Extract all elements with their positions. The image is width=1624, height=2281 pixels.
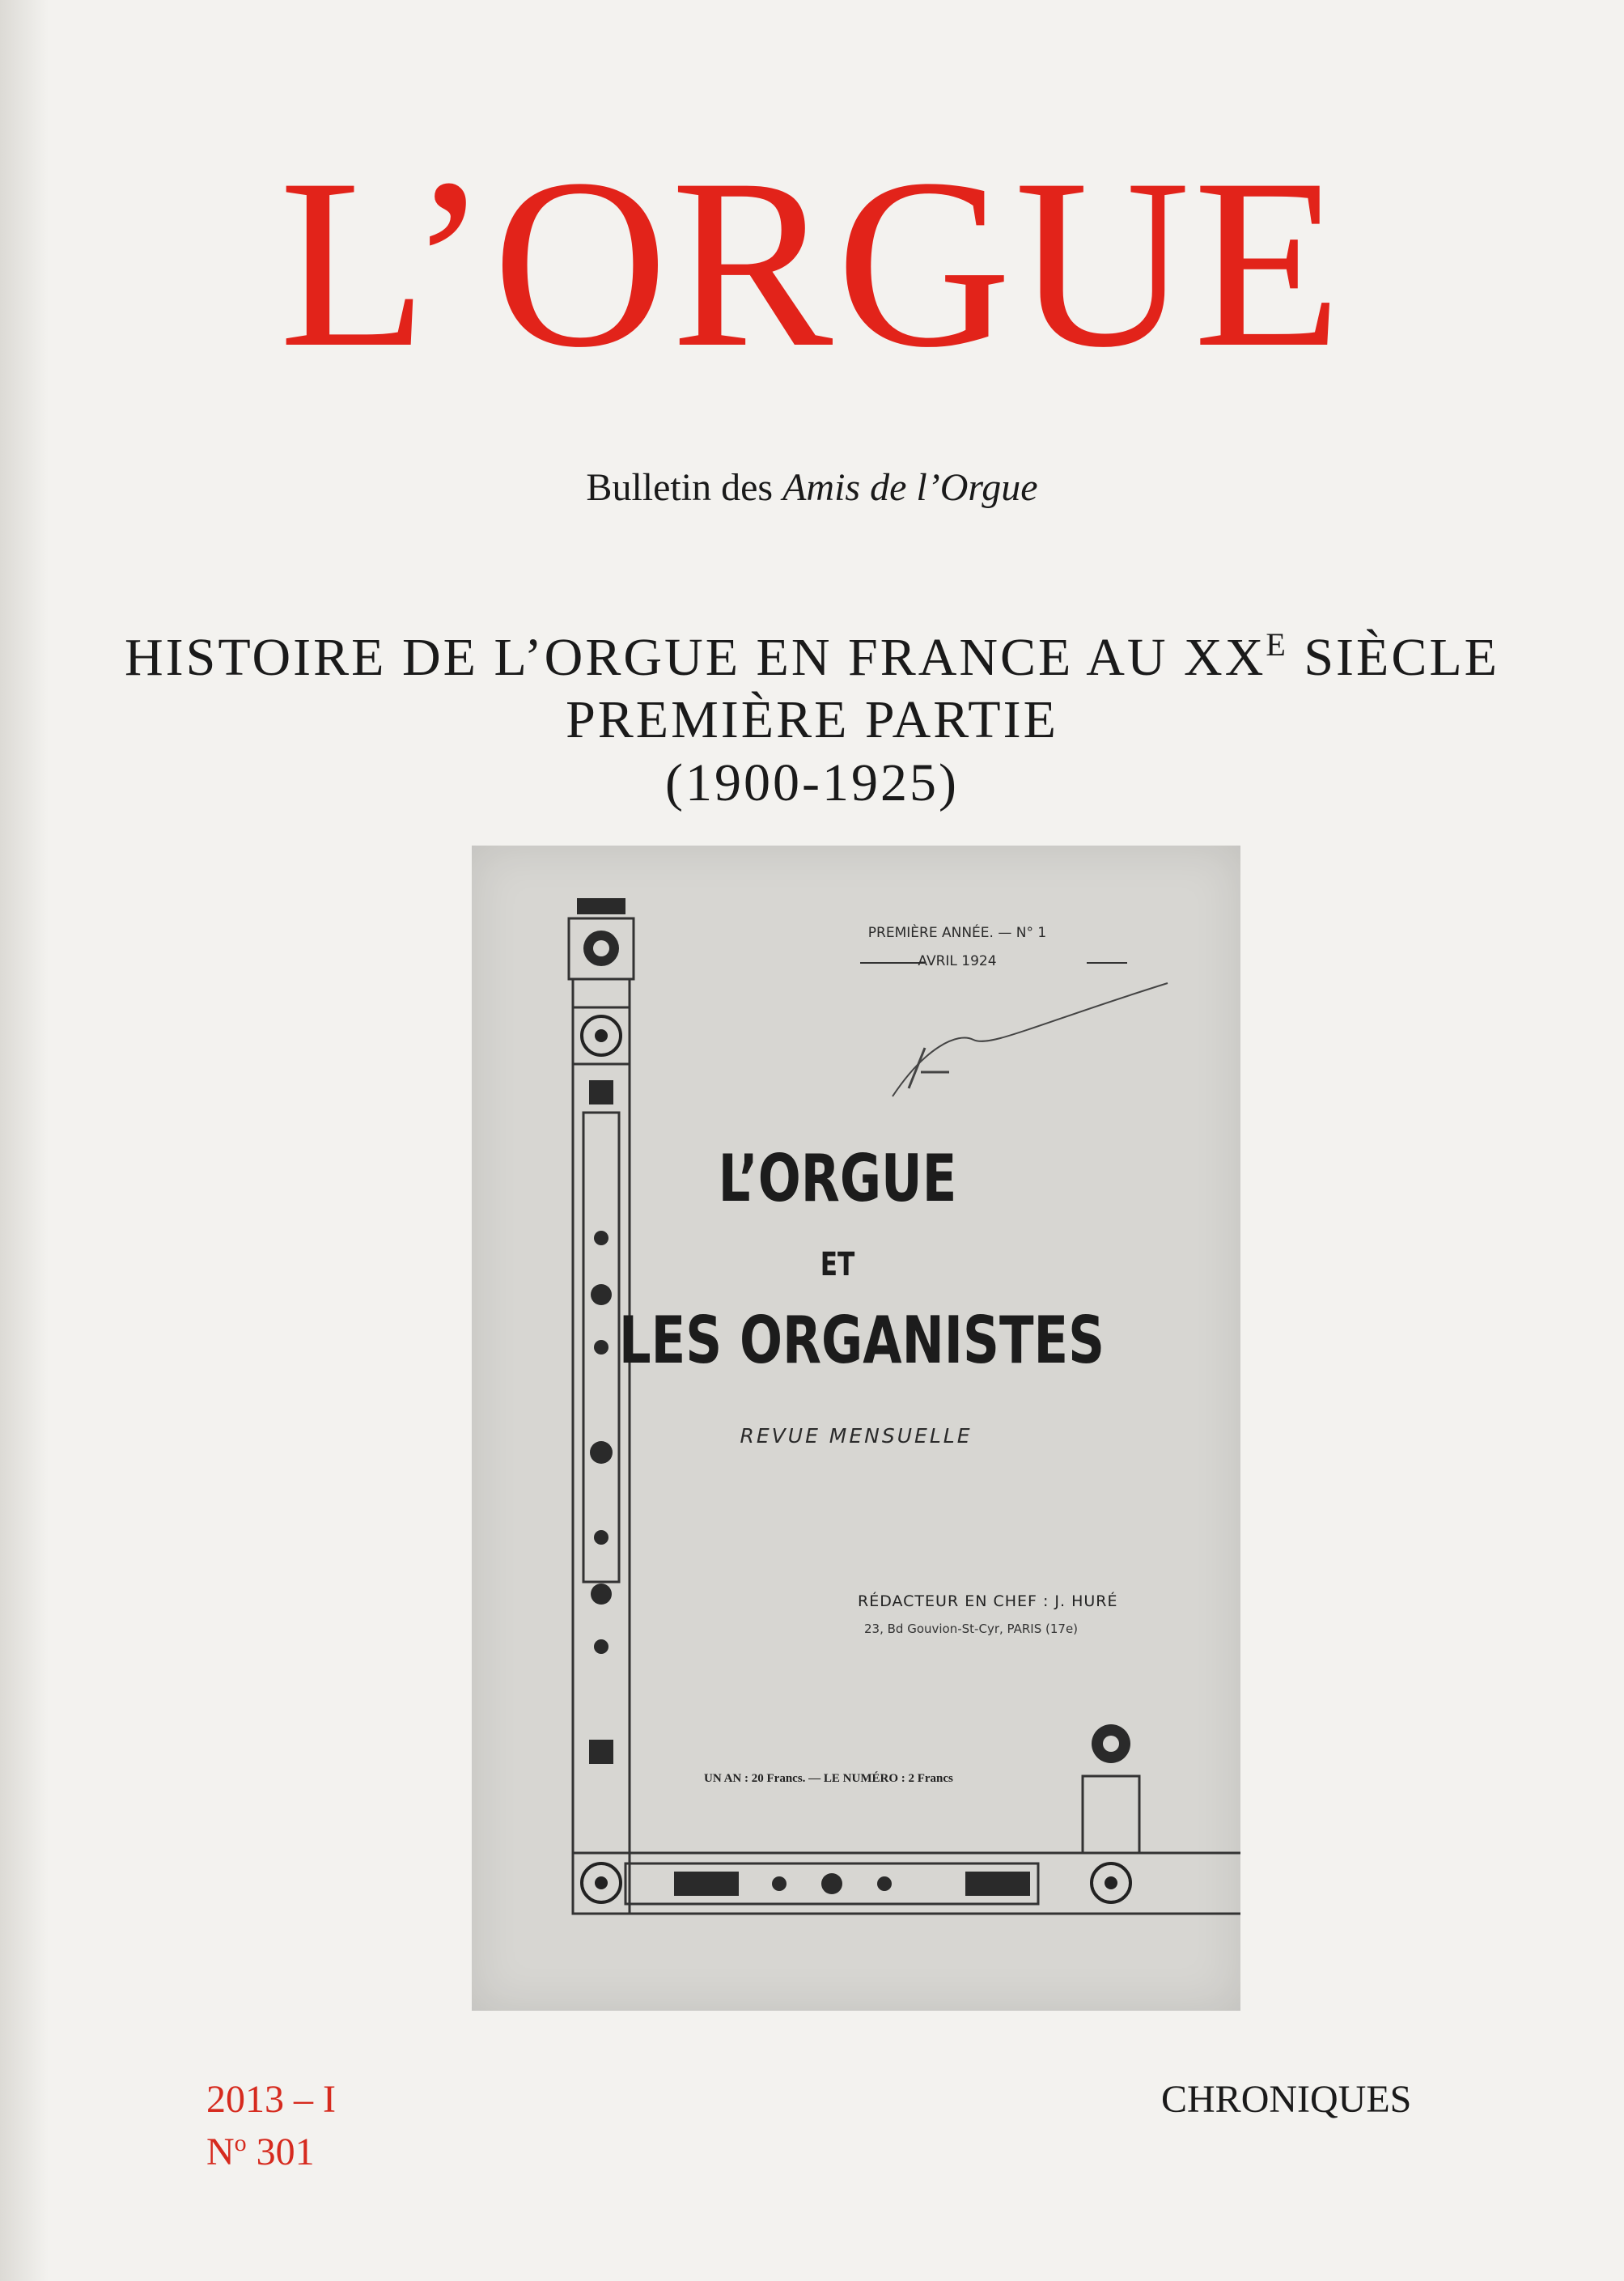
masthead-title: L’ORGUE [279, 129, 1345, 397]
inner-price: UN AN : 20 Francs. — LE NUMÉRO : 2 Francs [704, 1772, 953, 1785]
number-sup: o [234, 2130, 247, 2156]
inner-editor: RÉDACTEUR EN CHEF : J. HURÉ [858, 1592, 1118, 1610]
inner-title-line-2: LES ORGANISTES [618, 1303, 1105, 1378]
issue-year: 2013 – I [206, 2078, 336, 2121]
rosette-icon [573, 1853, 630, 1914]
inner-title: L’ORGUE [718, 1141, 957, 1216]
inner-address: 23, Bd Gouvion-St-Cyr, PARIS (17e) [864, 1622, 1079, 1636]
inner-issue-line: PREMIÈRE ANNÉE. — N° 1 [867, 925, 1047, 941]
headline-line-1 [0, 627, 1624, 689]
rosette-icon [573, 1007, 630, 1064]
headline-sup: E [1266, 626, 1288, 663]
headline-line-3: (1900-1925) [665, 753, 959, 812]
headline-end: SIÈCLE [1287, 628, 1499, 687]
inner-date-line: AVRIL 1924 [918, 953, 997, 969]
flower-ornament-icon [1092, 1724, 1130, 1763]
inner-subtitle: REVUE MENSUELLE [740, 1424, 973, 1448]
section-label: CHRONIQUES [1161, 2078, 1412, 2121]
number-value: 301 [246, 2130, 315, 2173]
rosette-icon [1092, 1863, 1130, 1902]
headline-line-2: PREMIÈRE PARTIE [566, 690, 1058, 749]
subtitle [0, 465, 1624, 510]
inner-title-conjunction: ET [820, 1246, 855, 1283]
headline-main: HISTOIRE DE L’ORGUE EN FRANCE AU XX [125, 628, 1266, 687]
subtitle-prefix: Bulletin des [586, 466, 774, 509]
issue-number [206, 2130, 315, 2174]
subtitle-society: Amis de l’Orgue [782, 466, 1038, 509]
number-prefix: N [206, 2130, 235, 2173]
signature-mark [893, 983, 1168, 1096]
